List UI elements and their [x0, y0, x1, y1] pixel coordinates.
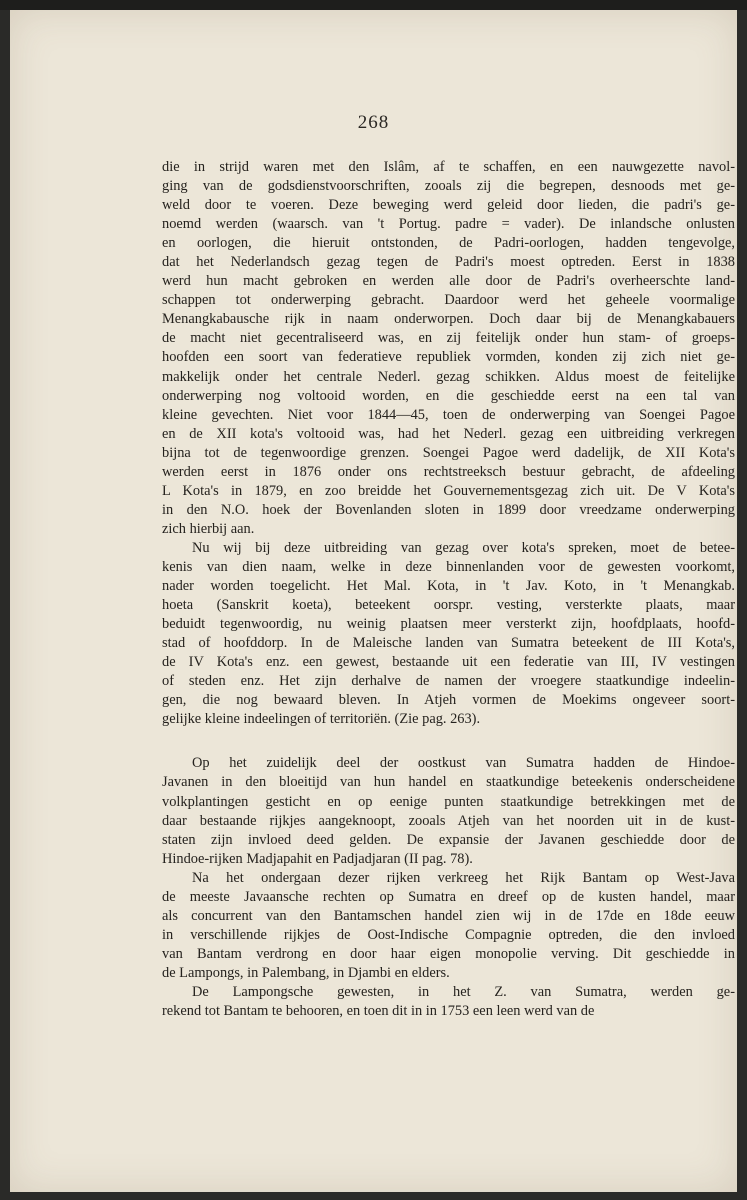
- text-line: Op het zuidelijk deel der oostkust van Sumatra hadden de Hindoe-: [192, 755, 735, 772]
- paragraph: [162, 539, 735, 729]
- text-line: volkplantingen gesticht en op eenige punten staatkundige betrekkingen met de: [162, 793, 735, 810]
- page-number: 268: [357, 112, 390, 133]
- text-line: makkelijk onder het centrale Nederl. gezag schikken. Aldus moest de feitelijke: [162, 368, 735, 385]
- text-line: Hindoe-rijken Madjapahit en Padjadjaran (II pag. 78).: [162, 850, 473, 867]
- text-line: hoofden een soort van federatieve republiek vormden, konden zij zich niet ge-: [162, 349, 735, 366]
- text-line: werd hun macht gebroken en werden alle door de Padri's overheerschte land-: [162, 273, 735, 290]
- text-line: dat het Nederlandsch gezag tegen de Padri's moest optreden. Eerst in 1838: [162, 254, 735, 271]
- text-line: de meeste Javaansche rechten op Sumatra en dreef op de kusten handel, maar: [162, 888, 735, 905]
- body-text: [162, 158, 735, 1021]
- text-line: stad of hoofddorp. In de Maleische landen van Sumatra beteekent de III Kota's,: [162, 635, 735, 652]
- text-line: de Lampongs, in Palembang, in Djambi en elders.: [162, 964, 450, 981]
- text-line: noemd werden (waarsch. van 't Portug. padre = vader). De inlandsche onlusten: [162, 216, 735, 233]
- text-line: als concurrent van den Bantamschen handel zien wij in de 17de en 18de eeuw: [162, 907, 735, 924]
- text-line: ging van de godsdienstvoorschriften, zooals zij die begrepen, desnoods met ge-: [162, 178, 735, 195]
- text-line: L Kota's in 1879, en zoo breidde het Gouvernementsgezag zich uit. De V Kota's: [162, 482, 735, 499]
- text-line: weld door te voeren. Deze beweging werd geleid door lieden, die padri's ge-: [162, 197, 735, 214]
- scan-border: [0, 0, 747, 10]
- text-line: gen, die nog bewaard bleven. In Atjeh vormen de Moekims ongeveer soort-: [162, 692, 735, 709]
- text-line: in den N.O. hoek der Bovenlanden sloten in 1899 door vreedzame onderwerping: [162, 501, 735, 518]
- text-line: kleine gevechten. Niet voor 1844—45, toen de onderwerping van Soengei Pagoe: [162, 406, 735, 423]
- paragraph: [162, 754, 735, 868]
- text-line: de IV Kota's enz. een gewest, bestaande uit een federatie van III, IV vestingen: [162, 654, 735, 671]
- text-line: of steden enz. Het zijn derhalve de namen der vroegere staatkundige indeelin-: [162, 673, 735, 690]
- paragraph: [162, 983, 735, 1021]
- text-line: in verschillende rijkjes de Oost-Indische Compagnie optreden, die den invloed: [162, 926, 735, 943]
- text-line: rekend tot Bantam te behooren, en toen dit in in 1753 een leen werd van de: [162, 1003, 595, 1020]
- book-page: [10, 10, 737, 1192]
- text-line: onderwerping nog voltooid worden, en die geschiedde eerst na een tal van: [162, 387, 735, 404]
- text-line: en oorlogen, die hieruit ontstonden, de Padri-oorlogen, hadden tengevolge,: [162, 235, 735, 252]
- text-line: gelijke kleine indeelingen of territoriën. (Zie pag. 263).: [162, 711, 481, 728]
- section-gap: [162, 729, 735, 754]
- text-line: werden eerst in 1876 onder ons rechtstreeksch bestuur gebracht, de afdeeling: [162, 463, 735, 480]
- text-line: bijna tot de tegenwoordige grenzen. Soengei Pagoe werd dadelijk, de XII Kota's: [162, 444, 735, 461]
- text-line: zich hierbij aan.: [162, 520, 255, 537]
- paragraph: [162, 869, 735, 983]
- text-line: De Lampongsche gewesten, in het Z. van Sumatra, werden ge-: [192, 983, 735, 1000]
- text-line: die in strijd waren met den Islâm, af te schaffen, en een nauwgezette navol-: [162, 159, 735, 175]
- paragraph: [162, 158, 735, 539]
- text-line: en de XII kota's voltooid was, had het Nederl. gezag een uitbreiding verkregen: [162, 425, 735, 442]
- text-line: Menangkabausche rijk in naam onderworpen. Doch daar bij de Menangkabauers: [162, 311, 735, 328]
- text-line: nader worden toegelicht. Het Mal. Kota, in 't Jav. Koto, in 't Menangkab.: [162, 578, 735, 595]
- text-line: beduidt tegenwoordig, nu weinig plaatsen meer versterkt zijn, hoofdplaats, hoofd-: [162, 616, 735, 633]
- text-line: staten zijn invloed deed gelden. De expansie der Javanen geschiedde door de: [162, 831, 735, 848]
- text-line: de macht niet gecentraliseerd was, en zij feitelijk onder hun stam- of groeps-: [162, 330, 735, 347]
- text-line: Javanen in den bloeitijd van hun handel en staatkundige beteekenis onderscheidene: [162, 774, 735, 791]
- text-line: van Bantam verdrong en door haar eigen monopolie verving. Dit geschiedde in: [162, 945, 735, 962]
- text-line: Na het ondergaan dezer rijken verkreeg het Rijk Bantam op West-Java: [192, 869, 735, 886]
- text-line: Nu wij bij deze uitbreiding van gezag over kota's spreken, moet de betee-: [192, 539, 735, 556]
- text-line: daar bestaande rijkjes aangeknoopt, zooals Atjeh van het noorden uit in de kust-: [162, 812, 735, 829]
- text-line: schappen tot onderwerping gebracht. Daardoor werd het geheele voormalige: [162, 292, 735, 309]
- text-line: hoeta (Sanskrit koeta), beteekent oorspr. vesting, versterkte plaats, maar: [162, 597, 735, 614]
- text-line: kenis van dien naam, welke in deze binnenlanden voor de gewesten voorkomt,: [162, 558, 735, 575]
